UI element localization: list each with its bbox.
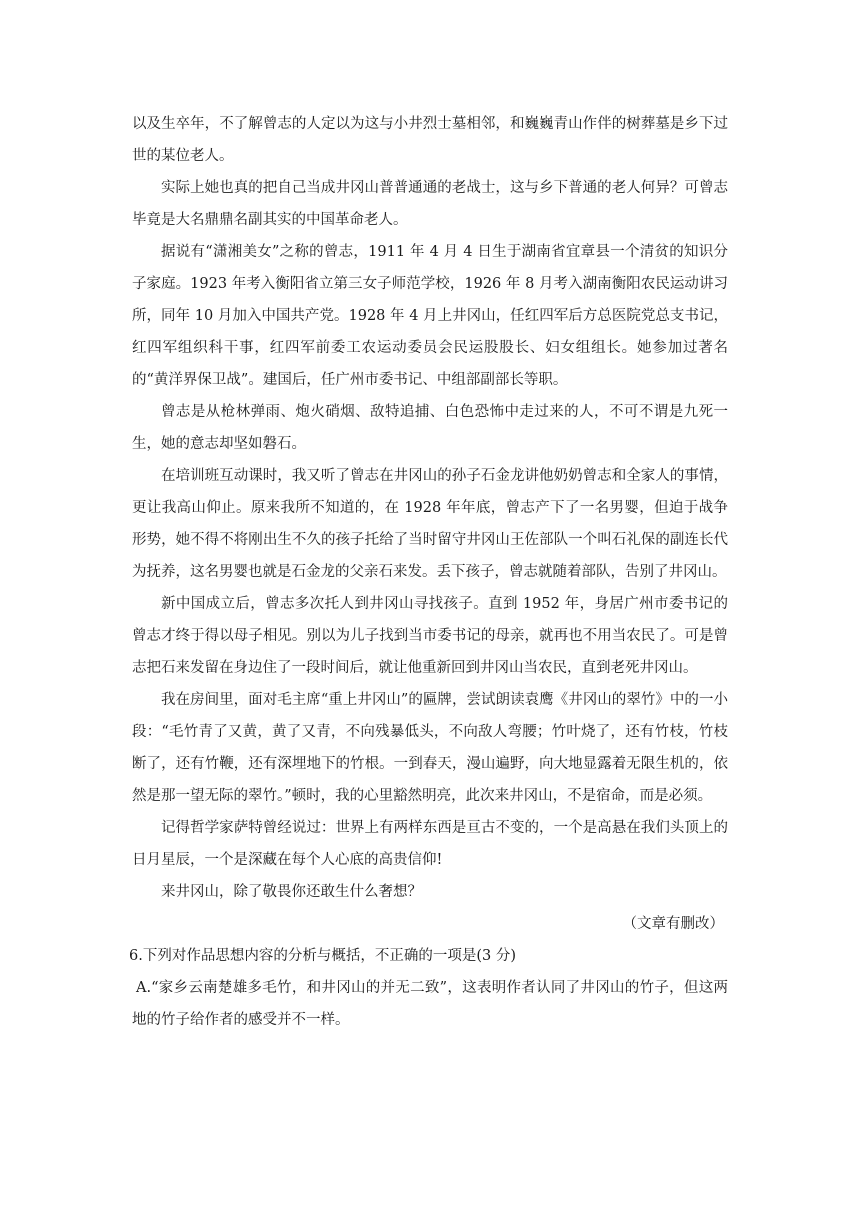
paragraph-3: 据说有“潇湘美女”之称的曾志，1911 年 4 月 4 日生于湖南省宜章县一个清贫的知识分子家庭。1923 年考入衡阳省立第三女子师范学校，1926 年 8 月考入湖南衡阳农民运动讲习所，同年 10 月加入中国共产党。1928 年 4 月上井冈山，任红四军后方总医院党总支书记，红四军组织科干事，红四军前委工农运动委员会民运股股长、妇女组组长。她参加过著名的“黄洋界保卫战”。建国后，任广州市委书记、中组部副部长等职。: [132, 244, 728, 388]
question-option-a: A.“家乡云南楚雄多毛竹，和井冈山的并无二致”，这表明作者认同了井冈山的竹子，但这两地的竹子给作者的感受并不一样。: [132, 980, 728, 1028]
source-note: （文章有删改）: [622, 916, 724, 932]
question-stem: 6.下列对作品思想内容的分析与概括，不正确的一项是(3 分): [129, 948, 516, 964]
paragraph-8: 记得哲学家萨特曾经说过：世界上有两样东西是亘古不变的，一个是高悬在我们头顶上的日月星辰，一个是深藏在每个人心底的高贵信仰!: [132, 820, 728, 868]
paragraph-2: 实际上她也真的把自己当成井冈山普普通通的老战士，这与乡下普通的老人何异？可曾志毕竟是大名鼎鼎名副其实的中国革命老人。: [132, 180, 728, 228]
paragraph-7: 我在房间里，面对毛主席“重上井冈山”的匾牌，尝试朗读袁鹰《井冈山的翠竹》中的一小段：“毛竹青了又黄，黄了又青，不向残暴低头，不向敌人弯腰；竹叶烧了，还有竹枝，竹枝断了，还有竹鞭，还有深埋地下的竹根。一到春天，漫山遍野，向大地显露着无限生机的，依然是那一望无际的翠竹。”顿时，我的心里豁然明亮，此次来井冈山，不是宿命，而是必须。: [132, 692, 728, 804]
paragraph-4: 曾志是从枪林弹雨、炮火硝烟、敌特追捕、白色恐怖中走过来的人，不可不谓是九死一生，她的意志却坚如磐石。: [132, 404, 728, 452]
paragraph-1: 以及生卒年，不了解曾志的人定以为这与小井烈士墓相邻，和巍巍青山作伴的树葬墓是乡下过世的某位老人。: [132, 116, 728, 164]
paragraph-5: 在培训班互动课时，我又听了曾志在井冈山的孙子石金龙讲他奶奶曾志和全家人的事情，更让我高山仰止。原来我所不知道的，在 1928 年年底，曾志产下了一名男婴，但迫于战争形势，她不得不将刚出生不久的孩子托给了当时留守井冈山王佐部队一个叫石礼保的副连长代为抚养，这名男婴也就是石金龙的父亲石来发。丢下孩子，曾志就随着部队，告别了井冈山。: [132, 468, 728, 580]
article-body: [129, 108, 728, 1036]
paragraph-9: 来井冈山，除了敬畏你还敢生什么奢想？: [161, 884, 422, 900]
paragraph-6: 新中国成立后，曾志多次托人到井冈山寻找孩子。直到 1952 年，身居广州市委书记的曾志才终于得以母子相见。别以为儿子找到当市委书记的母亲，就再也不用当农民了。可是曾志把石来发留在身边住了一段时间后，就让他重新回到井冈山当农民，直到老死井冈山。: [132, 596, 728, 676]
